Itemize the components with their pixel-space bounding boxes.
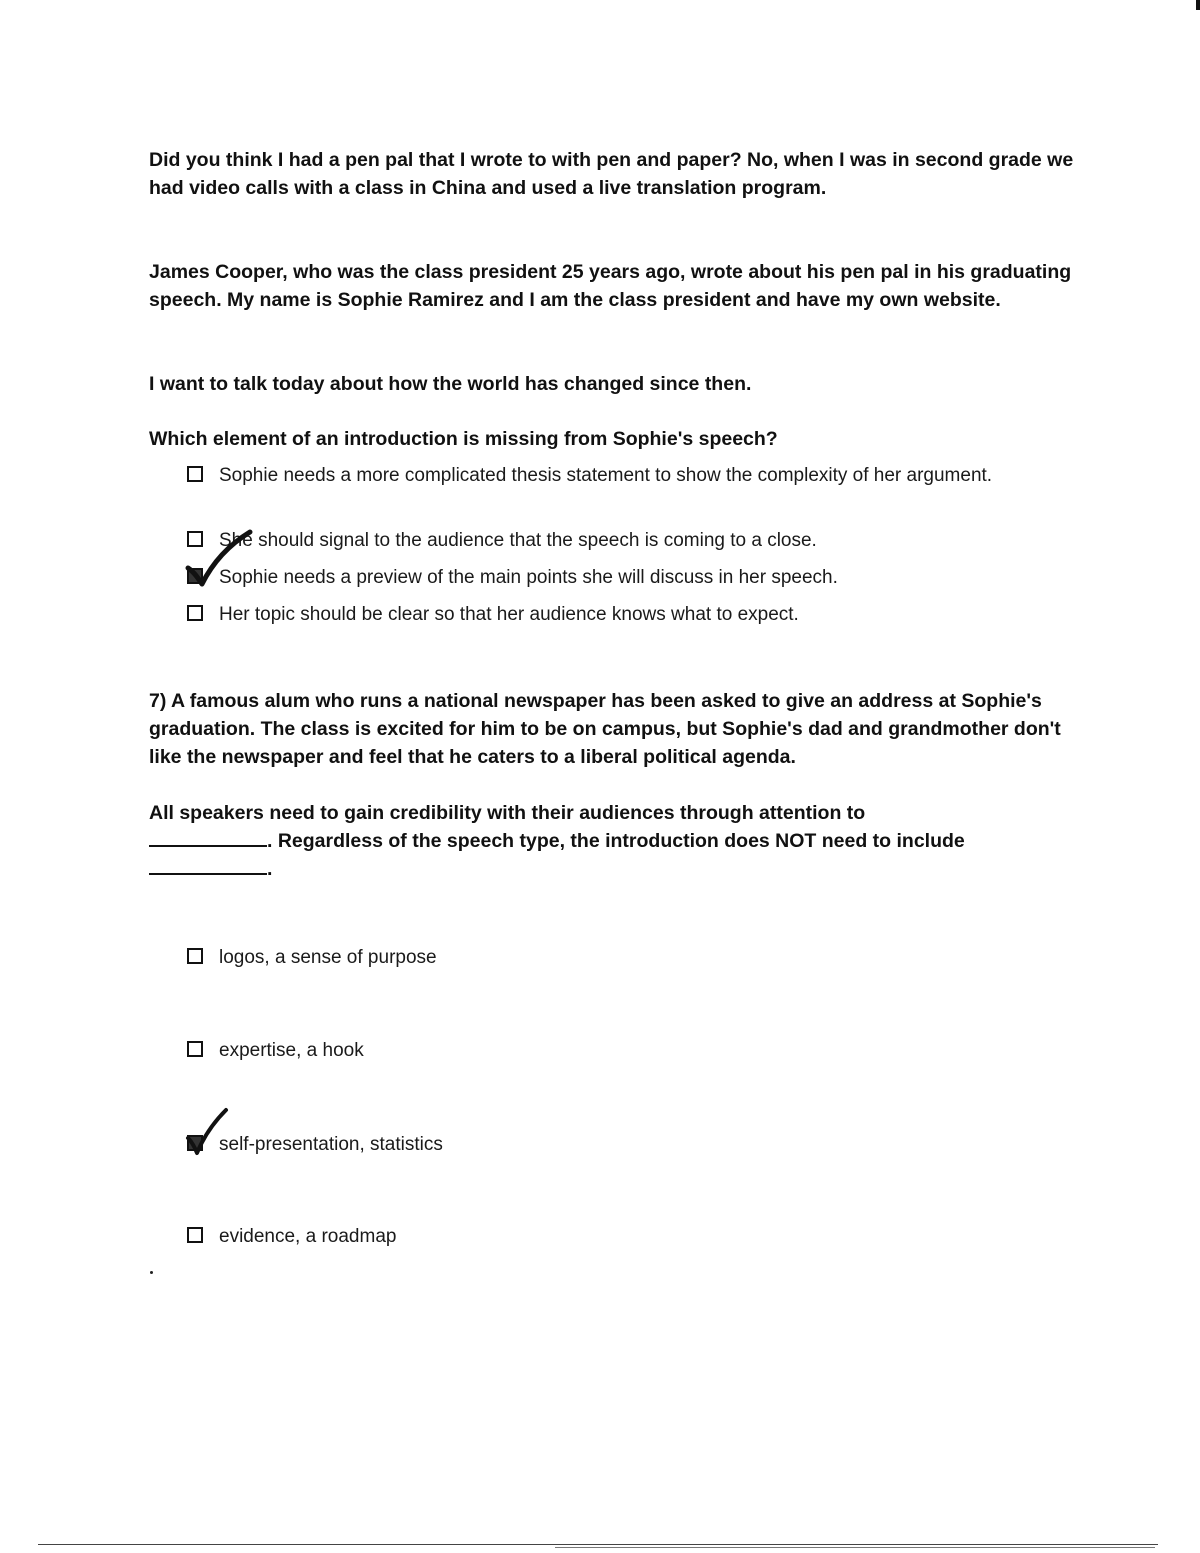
checkbox-icon[interactable] bbox=[187, 605, 203, 621]
scan-corner-mark bbox=[1196, 0, 1200, 10]
prompt-text-part-1: All speakers need to gain credibility with their audiences through attention to bbox=[149, 802, 866, 824]
option-label: logos, a sense of purpose bbox=[219, 947, 437, 968]
fill-in-blank-2 bbox=[149, 855, 267, 875]
stray-mark bbox=[150, 1271, 153, 1274]
handwritten-checkmark-icon bbox=[182, 524, 262, 590]
question-6-option-4[interactable] bbox=[187, 601, 1027, 629]
option-label: Sophie needs a more complicated thesis statement to show the complexity of her argument. bbox=[219, 465, 993, 486]
question-6-option-3[interactable] bbox=[187, 564, 1027, 592]
handwritten-checkmark-icon bbox=[184, 1108, 234, 1156]
option-label: expertise, a hook bbox=[219, 1040, 364, 1061]
option-label: self-presentation, statistics bbox=[219, 1134, 443, 1155]
option-label: Her topic should be clear so that her audience knows what to expect. bbox=[219, 604, 799, 625]
question-7-option-2[interactable] bbox=[187, 1037, 1027, 1065]
checkbox-icon[interactable] bbox=[187, 1227, 203, 1243]
option-label: She should signal to the audience that the speech is coming to a close. bbox=[219, 530, 817, 551]
question-7-option-3[interactable] bbox=[187, 1131, 1027, 1159]
checkbox-icon[interactable] bbox=[187, 466, 203, 482]
question-7-option-4[interactable] bbox=[187, 1223, 1027, 1251]
option-label: Sophie needs a preview of the main points she will discuss in her speech. bbox=[219, 567, 838, 588]
checkbox-icon[interactable] bbox=[187, 1041, 203, 1057]
paragraph-james-cooper: James Cooper, who was the class president 25 years ago, wrote about his pen pal in his graduating speech. My name is Sophie Ramirez and I am the class president and have my own website. bbox=[149, 261, 1072, 311]
question-7-intro: 7) A famous alum who runs a national newspaper has been asked to give an address at Sophie's graduation. The class is excited for him to be on campus, but Sophie's dad and grandmother don't like the newspaper and feel that he caters to a liberal political agenda. bbox=[149, 690, 1061, 768]
paragraph-world-changed: I want to talk today about how the world has changed since then. bbox=[149, 373, 752, 395]
prompt-text-part-2: . Regardless of the speech type, the introduction does NOT need to include bbox=[267, 830, 965, 852]
question-6-option-1[interactable] bbox=[187, 462, 1027, 490]
option-label: evidence, a roadmap bbox=[219, 1226, 397, 1247]
prompt-text-part-3: . bbox=[267, 858, 273, 880]
paragraph-pen-pal: Did you think I had a pen pal that I wrote to with pen and paper? No, when I was in second grade we had video calls with a class in China and used a live translation program. bbox=[149, 149, 1074, 199]
fill-in-blank-1 bbox=[149, 827, 267, 847]
question-6-prompt: Which element of an introduction is missing from Sophie's speech? bbox=[149, 428, 778, 450]
footer-rule-secondary bbox=[555, 1547, 1155, 1548]
footer-rule bbox=[38, 1544, 1158, 1545]
checkbox-icon[interactable] bbox=[187, 948, 203, 964]
question-7-option-1[interactable] bbox=[187, 944, 1027, 972]
question-7-prompt bbox=[149, 799, 1079, 883]
question-6-option-2[interactable] bbox=[187, 527, 1027, 555]
